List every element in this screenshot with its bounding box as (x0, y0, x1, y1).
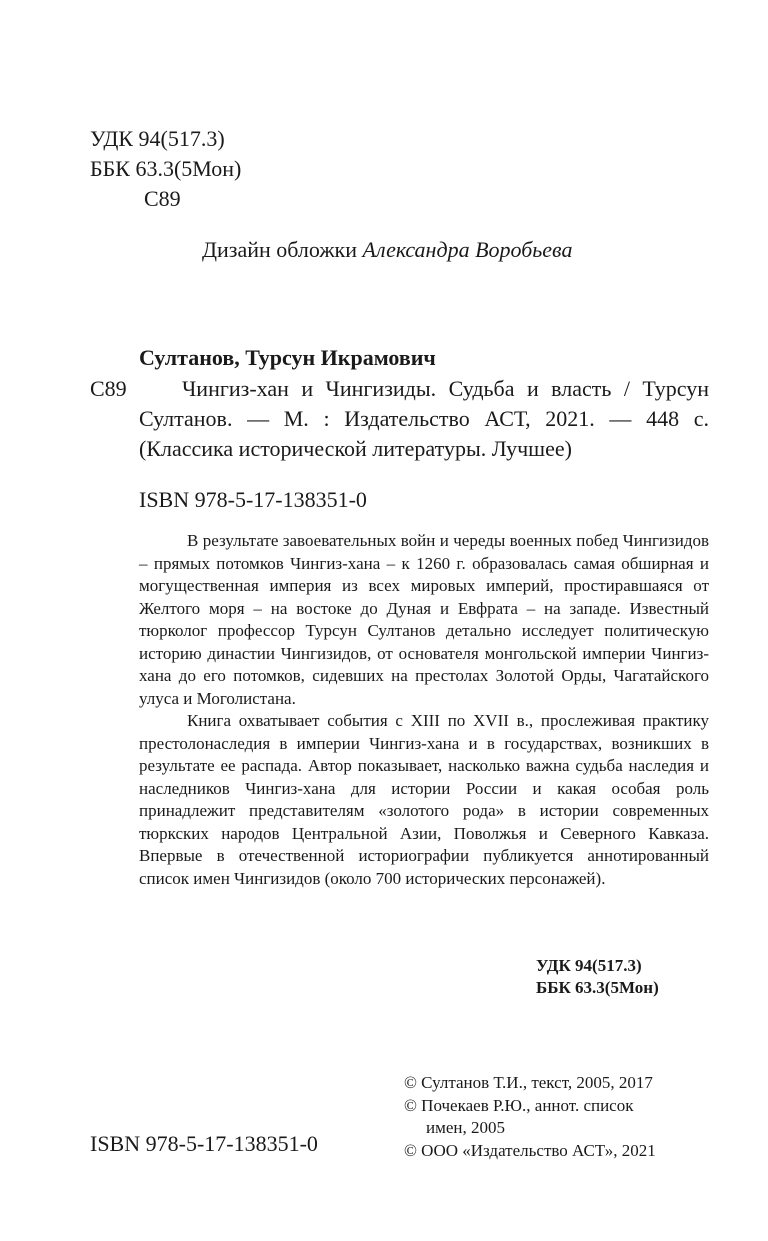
abstract (139, 530, 709, 890)
copyright-line: имен, 2005 (426, 1118, 505, 1137)
copyright-line: © ООО «Издательство АСТ», 2021 (404, 1140, 656, 1160)
bib-author-mark: С89 (90, 376, 127, 401)
cover-design-credit (202, 235, 572, 265)
copyright-line: © Султанов Т.И., текст, 2005, 2017 (404, 1073, 653, 1092)
cover-designer-name: Александра Воробьева (362, 237, 573, 262)
udk-code: УДК 94(517.3) (90, 126, 225, 151)
cover-design-label: Дизайн обложки (202, 237, 358, 262)
author-mark: С89 (144, 186, 181, 211)
abstract-paragraph: В результате завоевательных войн и череды военных побед Чингизидов – прямых потомков Чингиз-хана – к 1260 г. образовалась самая обширная и могущественная империя из всех мировых империй, простиравшаяся от Желтого моря – на востоке до Дуная и Евфрата – на западе. Известный тюрколог профессор Турсун Султанов детально исследует политическую историю династии Чингизидов, от основателя монгольской империи Чингиз-хана до его потомков, сидевших на престолах Золотой Орды, Чагатайского улуса и Моголистана. (139, 531, 709, 708)
copyright-block (404, 1072, 714, 1162)
isbn-main: ISBN 978-5-17-138351-0 (139, 487, 367, 512)
bbk-code-bottom: ББК 63.3(5Мон) (536, 978, 659, 997)
bbk-code: ББК 63.3(5Мон) (90, 156, 242, 181)
udk-code-bottom: УДК 94(517.3) (536, 956, 642, 975)
isbn-bottom: ISBN 978-5-17-138351-0 (90, 1131, 318, 1156)
author-heading: Султанов, Турсун Икрамович (139, 345, 436, 370)
copyright-line: © Почекаев Р.Ю., аннот. список (404, 1095, 634, 1115)
bibliographic-description: Чингиз-хан и Чингизиды. Судьба и власть / Турсун Султанов. — М. : Издательство АСТ, 2021. — 448 с. (Классика исторической литературы. Лучшее) (139, 376, 709, 461)
abstract-paragraph: Книга охватывает события с XIII по XVII в., прослеживая практику престолонаследия в империи Чингиз-хана и в государствах, возникших в результате ее распада. Автор показывает, насколько важна судьба наследия и наследников Чингиз-хана для истории России и какая особая роль принадлежит представителям «золотого рода» в истории современных тюркских народов Центральной Азии, Поволжья и Северного Кавказа. Впервые в отечественной историографии публикуется аннотированный список имен Чингизидов (около 700 исторических персонажей). (139, 711, 709, 888)
